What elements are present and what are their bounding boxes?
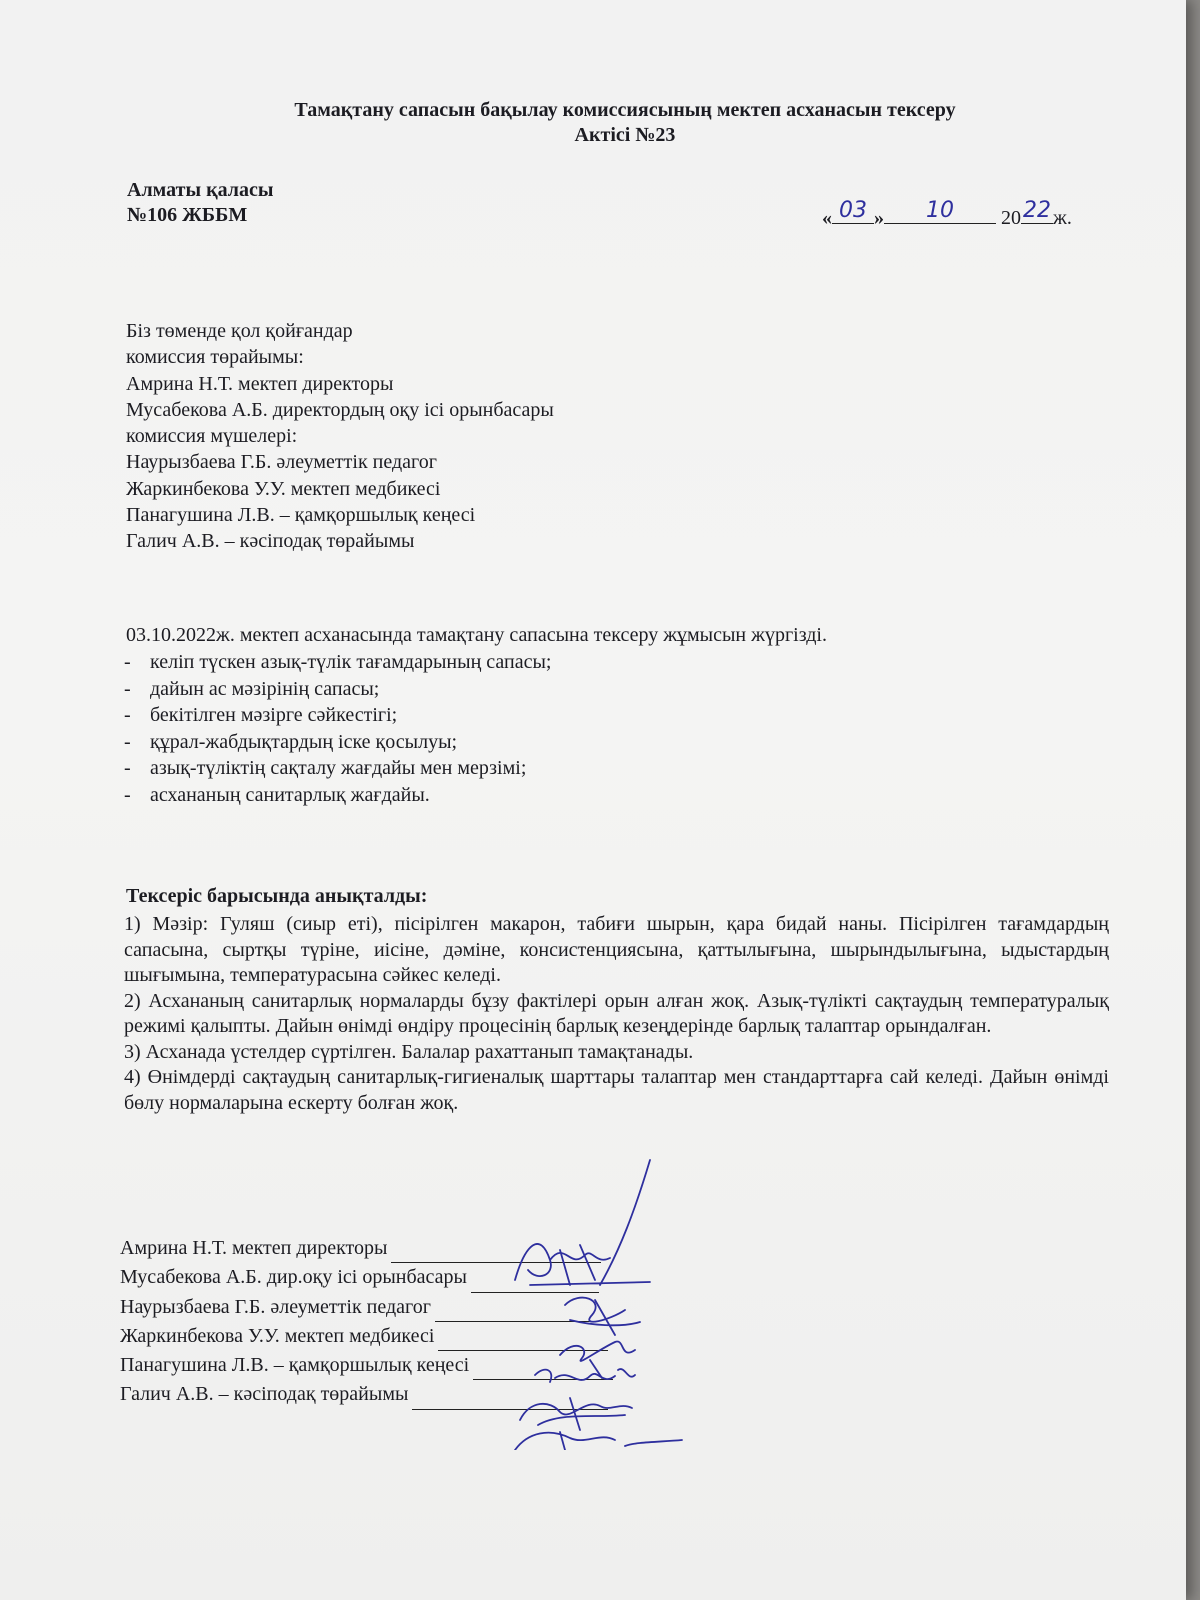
list-bullet: - [124, 651, 131, 673]
date-year-blank [1021, 198, 1053, 224]
signatory-name: Галич А.В. – кәсіподақ төрайымы [120, 1383, 409, 1406]
findings-heading: Тексеріс барысында анықталды: [126, 885, 428, 907]
date-close-quote: » [874, 207, 884, 229]
date-day: 03 [839, 198, 867, 223]
signatory-name: Панагушина Л.В. – қамқоршылық кеңесі [120, 1354, 470, 1377]
finding-paragraph: 2) Асхананың санитарлық нормаларды бұзу фактілері орын алған жоқ. Азық-түлікті сақтаудың температуралық режимі қалыпты. Дайын өнімді өндіру процесінің барлық кезеңдерінде барлық талаптар орындалған. [124, 989, 1109, 1037]
title-line-1: Тамақтану сапасын бақылау комиссиясының мектеп асханасын тексеру [294, 99, 956, 121]
signature-amrina [515, 1160, 650, 1285]
list-item-text: құрал-жабдықтардың іске қосылуы; [150, 730, 458, 753]
date-year-mark: ж. [1053, 207, 1072, 229]
member-line: Жаркинбекова У.У. мектеп медбикесі [126, 477, 441, 500]
date-year-prefix: 20 [1001, 207, 1021, 229]
signatory-name: Наурызбаева Г.Б. әлеуметтік педагог [120, 1295, 431, 1318]
inspection-list [124, 649, 551, 808]
list-item [124, 649, 551, 676]
list-bullet: - [124, 704, 131, 726]
city: Алматы қаласы [127, 179, 274, 201]
findings-body [124, 912, 1109, 1116]
list-item-text: азық-түліктің сақталу жағдайы мен мерзімі; [150, 757, 527, 779]
member-line: комиссия мүшелері: [126, 425, 298, 448]
list-item-text: келіп түскен азық-түлік тағамдарының сапасы; [150, 651, 552, 673]
signature-naurizbaeva [560, 1342, 635, 1378]
list-bullet: - [124, 677, 131, 700]
signatory-name: Амрина Н.Т. мектеп директоры [120, 1237, 388, 1259]
date-year: 22 [1023, 198, 1051, 223]
date-month-blank [884, 198, 996, 224]
date-open-quote: « [822, 207, 832, 229]
signature-panagushina [520, 1398, 632, 1430]
list-item-text: асхананың санитарлық жағдайы. [150, 783, 430, 806]
list-item-text: дайын ас мәзірінің сапасы; [150, 677, 380, 700]
signature-galich [515, 1432, 682, 1450]
school: №106 ЖББМ [127, 204, 248, 226]
signature-zharkinbekova [535, 1369, 635, 1382]
signatory-name: Жаркинбекова У.У. мектеп медбикесі [120, 1324, 435, 1347]
inspection-intro: 03.10.2022ж. мектеп асханасында тамақтану сапасына тексеру жұмысын жүргізді. [126, 624, 827, 646]
signatory-name: Мусабекова А.Б. дир.оқу ісі орынбасары [120, 1266, 467, 1289]
list-item [124, 729, 551, 756]
title-line-2: Актісі №23 [574, 124, 676, 146]
list-bullet: - [124, 757, 131, 779]
finding-paragraph: 3) Асханада үстелдер сүртілген. Балалар рахаттанып тамақтанады. [124, 1040, 694, 1063]
member-line: Мусабекова А.Б. директордың оқу ісі орынбасары [126, 398, 554, 421]
handwritten-signatures [420, 1150, 700, 1450]
date-day-blank [832, 198, 874, 224]
list-item [124, 676, 551, 703]
member-line: Амрина Н.Т. мектеп директоры [126, 372, 394, 395]
member-line: комиссия төрайымы: [126, 346, 304, 369]
member-line: Панагушина Л.В. – қамқоршылық кеңесі [126, 504, 476, 527]
list-bullet: - [124, 730, 131, 753]
member-line: Наурызбаева Г.Б. әлеуметтік педагог [126, 451, 437, 474]
finding-paragraph: 1) Мәзір: Гуляш (сиыр еті), пісірілген макарон, табиғи шырын, қара бидай наны. Пісірілген тағамдардың сапасына, сыртқы түріне, иісіне, дәміне, консистенциясына, қаттылығына, шырындылығына, ыдыстардың шығымына, температурасына сәйкес келеді. [124, 913, 1109, 986]
list-item [124, 702, 551, 729]
finding-paragraph: 4) Өнімдерді сақтаудың санитарлық-гигиеналық шарттары талаптар мен стандарттарға сай келеді. Дайын өнімді бөлу нормаларына ескерту болған жоқ. [124, 1066, 1109, 1114]
member-line: Галич А.В. – кәсіподақ төрайымы [126, 530, 415, 553]
date-field [822, 198, 1072, 231]
list-bullet: - [124, 783, 131, 806]
location-block [127, 178, 273, 228]
signature-musabekova [565, 1298, 640, 1335]
date-month: 10 [926, 198, 954, 223]
document-title [160, 98, 1090, 148]
commission-members [126, 318, 554, 555]
list-item [124, 782, 551, 809]
list-item [124, 755, 551, 782]
list-item-text: бекітілген мәзірге сәйкестігі; [150, 704, 398, 726]
member-line: Біз төменде қол қойғандар [126, 320, 353, 342]
